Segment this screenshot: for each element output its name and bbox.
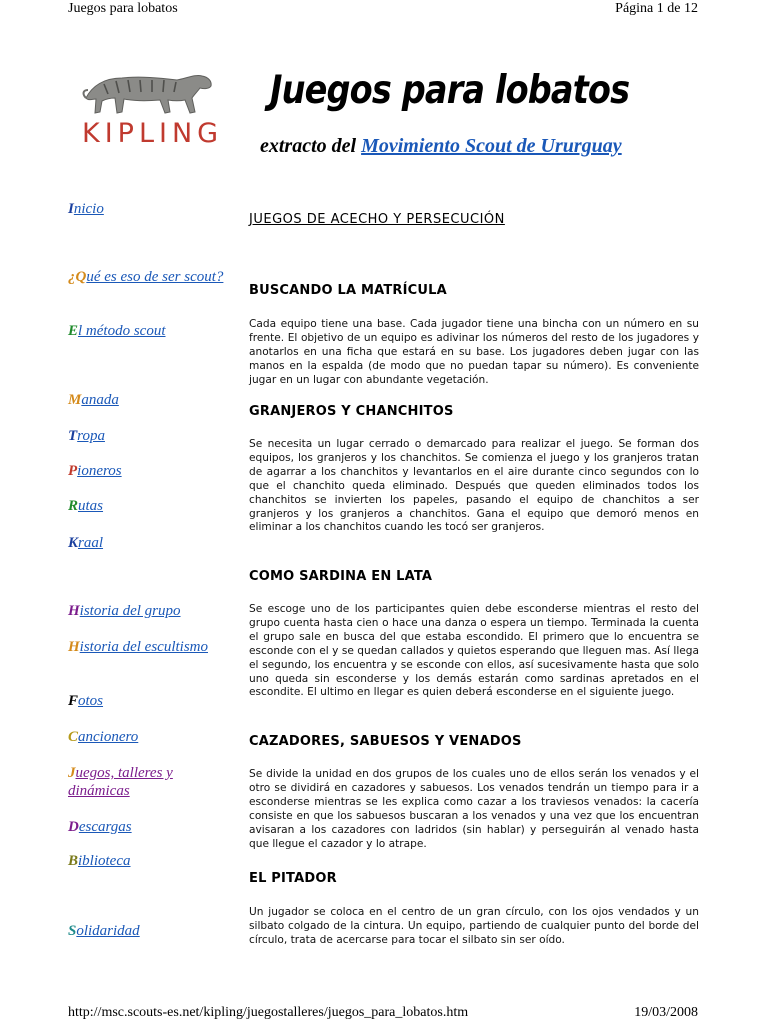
nav-item-initial: F [68, 693, 79, 709]
section-title: CAZADORES, SABUESOS Y VENADOS [249, 734, 522, 749]
section-text: Se divide la unidad en dos grupos de los cuales uno de ellos serán los venados y el otro se dividirá en cazadores y sabuesos. Los venados tendrán un tiempo para ir a esconderse mientras se les explica como cazar a los traviesos venados: la cacería consiste en que los sabuesos buscaran a los venados y una vez que los encuentran avisaran a los cazadores con ladridos (sin hablar) y perseguirán al venado hasta que llegue el cazador y lo atrape. [249, 768, 699, 850]
section-title: GRANJEROS Y CHANCHITOS [249, 404, 454, 419]
nav-item [68, 692, 233, 710]
nav-link[interactable]: iblioteca [78, 853, 131, 869]
section-text: Cada equipo tiene una base. Cada jugador tiene una bincha con un número en su frente. El objetivo de un equipo es adivinar los números del resto de los jugadores y anotarlos en una ficha que estará en su base. Los jugadores deben jugar con las manos en la espalda (de modo que no puedan tapar su número). Es conveniente jugar en un lugar con abundante vegetación. [249, 318, 699, 386]
page-date: 19/03/2008 [634, 1005, 698, 1020]
nav-item-initial: H [68, 639, 80, 655]
nav-link[interactable]: ropa [77, 428, 105, 444]
section-text: Un jugador se coloca en el centro de un gran círculo, con los ojos vendados y un silbato colgado de la cintura. Un equipo, partiendo de cualquier punto del borde del círculo, trata de acercarse para tocar el silbato sin ser oído. [249, 906, 699, 946]
logo-text: KIPLING [82, 118, 224, 149]
nav-item [68, 268, 233, 286]
subtitle-prefix: extracto del [260, 135, 357, 157]
movimiento-scout-link[interactable]: Movimiento Scout de Ururguay [361, 135, 622, 157]
nav-item-initial: R [68, 498, 79, 514]
page-number: Página 1 de 12 [615, 1, 698, 16]
main-heading: JUEGOS DE ACECHO Y PERSECUCIÓN [249, 212, 505, 227]
nav-item [68, 728, 233, 746]
nav-item-initial: I [68, 201, 74, 217]
nav-link[interactable]: l método scout [78, 323, 166, 339]
nav-item-initial: M [68, 392, 82, 408]
nav-item-initial: ¿Q [68, 269, 87, 285]
nav-link[interactable]: ioneros [77, 463, 122, 479]
kipling-logo[interactable] [82, 68, 224, 153]
nav-link[interactable]: istoria del grupo [79, 603, 181, 619]
nav-item [68, 764, 233, 800]
nav-item [68, 922, 233, 940]
section-text: Se necesita un lugar cerrado o demarcado para realizar el juego. Se forman dos equipos, los granjeros y los chanchitos. Se comienza el juego y los granjeros tratan de agarrar a los chanchitos y levantarlos en el aire durante cinco segundos con lo que el chanchito queda eliminado. Después que queden eliminados todos los chanchitos se invierten los papeles, pasando el equipo de chanchitos a ser granjeros y los granjeros a chanchitos. Gana el equipo que demoró menos en eliminar a los chanchitos cuando les tocó ser granjeros. [249, 438, 699, 534]
nav-item-initial: E [68, 323, 79, 339]
panther-icon [82, 68, 217, 118]
nav-link[interactable]: olidaridad [76, 923, 140, 939]
nav-link[interactable]: anada [81, 392, 119, 408]
nav-item-initial: J [68, 765, 76, 781]
nav-item [68, 818, 233, 836]
nav-item [68, 427, 233, 445]
nav-item-initial: D [68, 819, 79, 835]
nav-item [68, 462, 233, 480]
section-title: BUSCANDO LA MATRÍCULA [249, 283, 447, 298]
nav-link[interactable]: istoria del escultismo [79, 639, 208, 655]
nav-link[interactable]: uegos, talleres y dinámicas [68, 765, 173, 799]
page-url: http://msc.scouts-es.net/kipling/juegostalleres/juegos_para_lobatos.htm [68, 1005, 469, 1020]
section-title: COMO SARDINA EN LATA [249, 569, 433, 584]
nav-item [68, 322, 233, 340]
nav-item [68, 852, 233, 870]
nav-item-initial: H [68, 603, 80, 619]
nav-link[interactable]: nicio [73, 201, 104, 217]
nav-item-initial: S [68, 923, 77, 939]
page-header-title: Juegos para lobatos [68, 1, 178, 16]
nav-item-initial: C [68, 729, 79, 745]
nav-item-initial: K [68, 535, 79, 551]
nav-item [68, 391, 233, 409]
nav-link[interactable]: utas [78, 498, 104, 514]
subtitle [260, 135, 622, 158]
nav-link[interactable]: ué es eso de ser scout? [86, 269, 224, 285]
nav-item [68, 534, 233, 552]
nav-item [68, 497, 233, 515]
nav-link[interactable]: raal [78, 535, 104, 551]
nav-item [68, 602, 233, 620]
nav-item-initial: B [68, 853, 79, 869]
nav-item [68, 200, 233, 218]
page-title: Juegos para lobatos [270, 68, 630, 113]
nav-item-initial: T [68, 428, 78, 444]
nav-link[interactable]: ancionero [78, 729, 139, 745]
nav-link[interactable]: escargas [78, 819, 132, 835]
section-title: EL PITADOR [249, 871, 337, 886]
nav-link[interactable]: otos [78, 693, 104, 709]
section-text: Se escoge uno de los participantes quien debe esconderse mientras el resto del grupo cuenta hasta cien o hace una danza o espera un tiempo. Terminada la cuenta el grupo sale en busca del que estaba escondido. El primero que lo encuentra se esconde con el y se quedan callados y quietos esperando que lleguen mas. Así llega el segundo, los encuentra y se esconde con ellos, así sucesivamente hasta que solo uno queda sin esconderse y los demás estarán como sardinas apretados en el escondite. El ultimo en llegar es quien deberá esconderse en el siguiente juego. [249, 603, 699, 699]
nav-item-initial: P [68, 463, 78, 479]
nav-item [68, 638, 233, 656]
